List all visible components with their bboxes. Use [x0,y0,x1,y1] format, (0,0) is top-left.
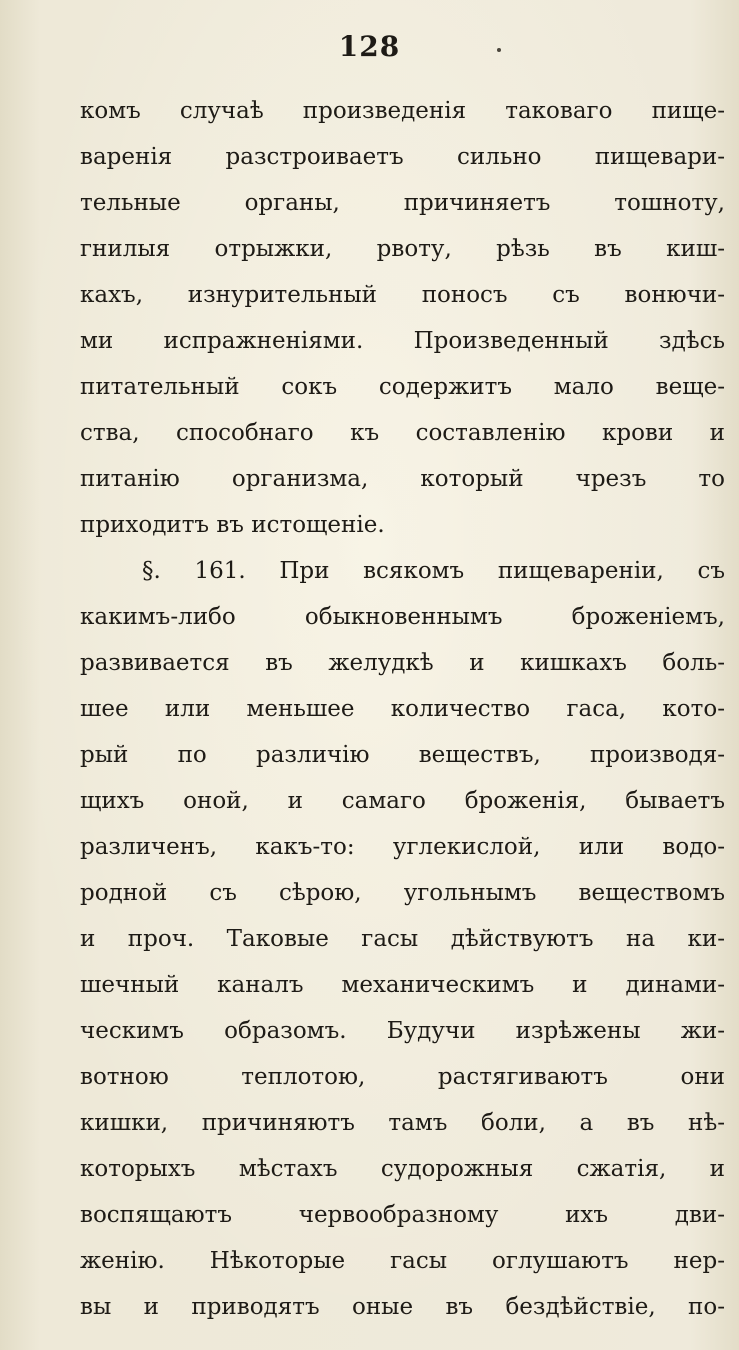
text-line: и проч. Таковые гасы дѣйствуютъ на ки- [80,926,725,952]
text-line: ства, способнаго къ составленію крови и [80,420,725,446]
ink-speck [497,48,501,52]
text-line: тельные органы, причиняетъ тошноту, [80,190,725,216]
text-line: ческимъ образомъ. Будучи изрѣжены жи- [80,1018,725,1044]
text-line: родной съ сѣрою, угольнымъ веществомъ [80,880,725,906]
body-text [80,88,725,1330]
text-line: вы и приводятъ оные въ бездѣйствіе, по- [80,1294,725,1320]
text-line: которыхъ мѣстахъ судорожныя сжатія, и [80,1156,725,1182]
text-line: женію. Нѣкоторые гасы оглушаютъ нер- [80,1248,725,1274]
text-line: шечный каналъ механическимъ и динами- [80,972,725,998]
text-line: воспящаютъ червообразному ихъ дви- [80,1202,725,1228]
text-line: гнилыя отрыжки, рвоту, рѣзь въ киш- [80,236,725,262]
text-line: комъ случаѣ произведенія таковаго пище- [80,98,725,124]
text-line: развивается въ желудкѣ и кишкахъ боль- [80,650,725,676]
section-heading-line: §. 161. При всякомъ пищевареніи, съ [142,558,725,584]
text-line: шее или меньшее количество гаса, кото- [80,696,725,722]
text-line: питанію организма, который чрезъ то [80,466,725,492]
text-line: рый по различію веществъ, производя- [80,742,725,768]
page-number: 128 [338,30,401,63]
text-line: кишки, причиняютъ тамъ боли, а въ нѣ- [80,1110,725,1136]
text-line: вотною теплотою, растягиваютъ они [80,1064,725,1090]
text-line: различенъ, какъ-то: углекислой, или водо- [80,834,725,860]
text-line: щихъ оной, и самаго броженія, бываетъ [80,788,725,814]
text-line: варенія разстроиваетъ сильно пищевари- [80,144,725,170]
text-line: кахъ, изнурительный поносъ съ вонючи- [80,282,725,308]
text-line: какимъ-либо обыкновеннымъ броженіемъ, [80,604,725,630]
text-line: ми испражненіями. Произведенный здѣсь [80,328,725,354]
paragraph-last-line: приходитъ въ истощеніе. [80,512,385,538]
text-line: питательный сокъ содержитъ мало веще- [80,374,725,400]
